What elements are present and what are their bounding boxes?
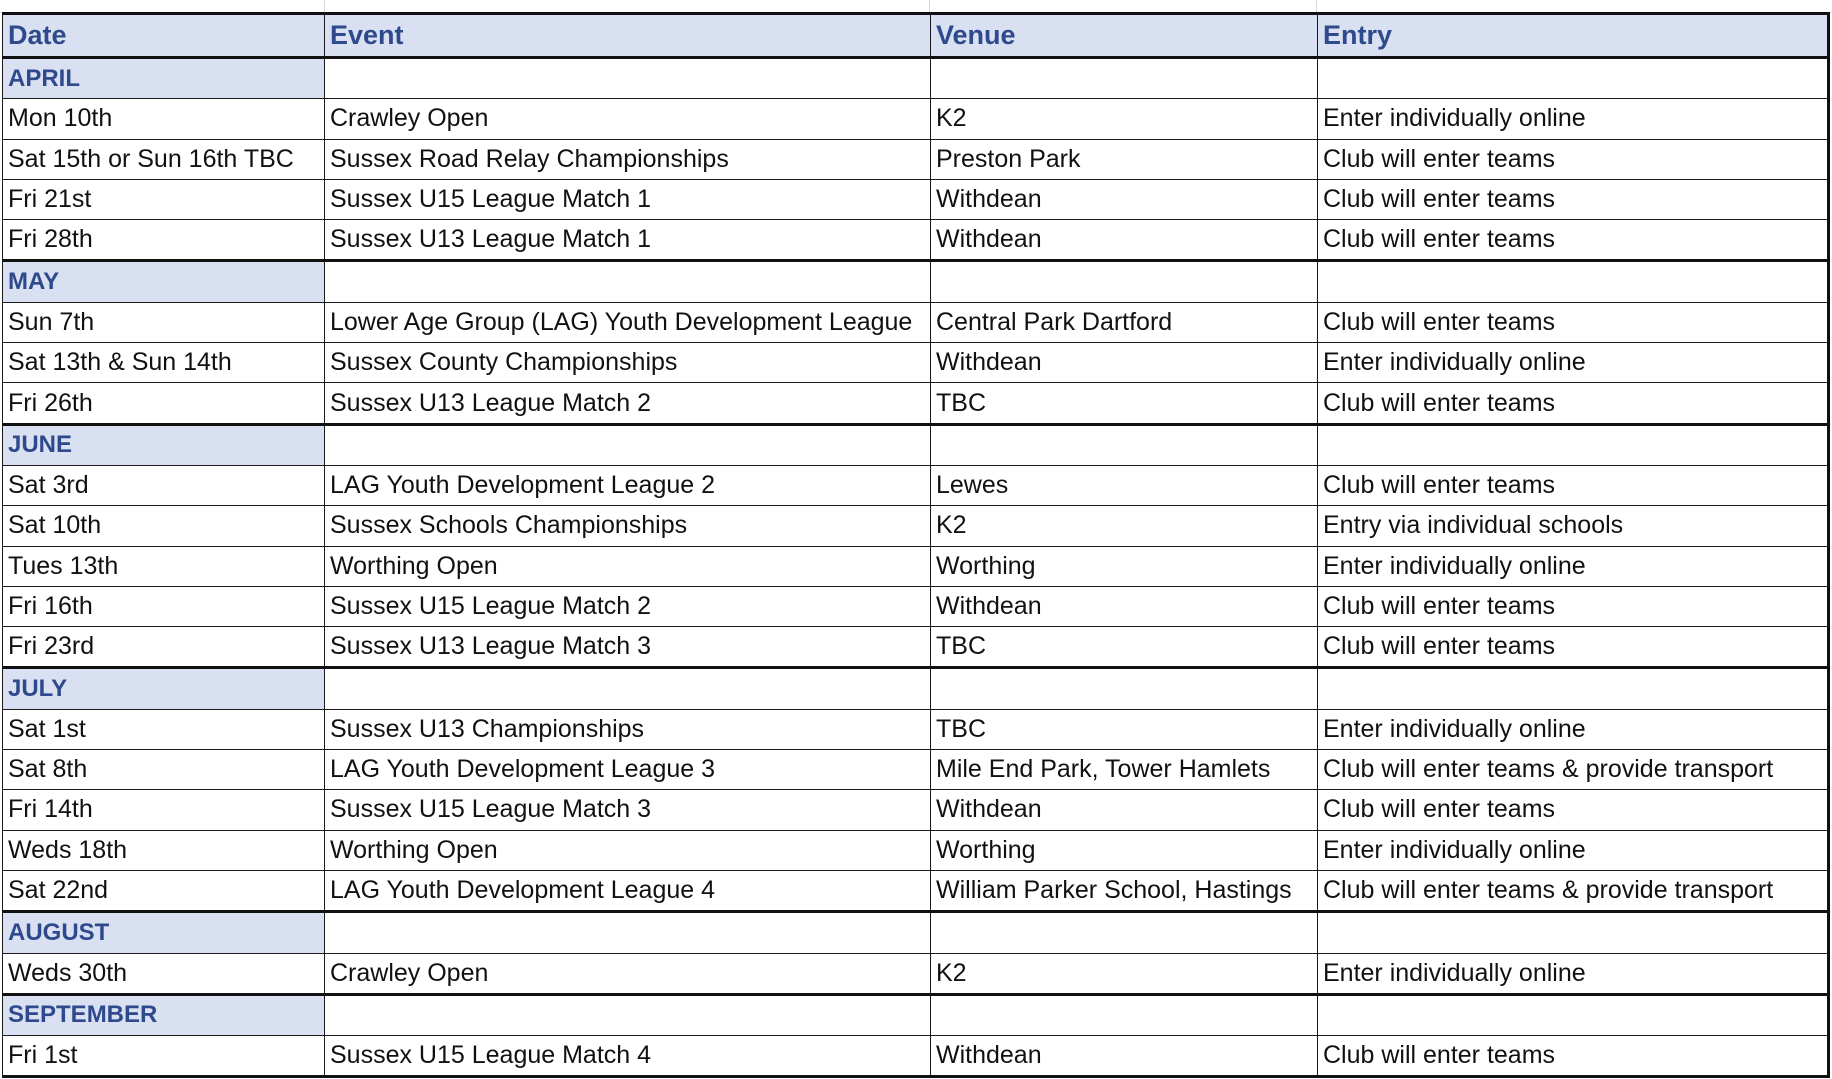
month-row bbox=[3, 994, 1829, 1035]
header-row bbox=[3, 14, 1829, 58]
entry-cell[interactable]: Club will enter teams bbox=[1318, 302, 1829, 342]
month-label-cell[interactable]: APRIL bbox=[3, 58, 325, 99]
venue-cell[interactable]: Worthing bbox=[931, 546, 1318, 586]
entry-cell[interactable]: Enter individually online bbox=[1318, 709, 1829, 749]
empty-cell[interactable] bbox=[931, 424, 1318, 465]
month-label-cell[interactable]: SEPTEMBER bbox=[3, 994, 325, 1035]
venue-cell[interactable]: Withdean bbox=[931, 343, 1318, 383]
venue-cell[interactable]: K2 bbox=[931, 99, 1318, 139]
date-cell[interactable]: Fri 21st bbox=[3, 179, 325, 219]
date-cell[interactable]: Sat 1st bbox=[3, 709, 325, 749]
date-cell[interactable]: Fri 16th bbox=[3, 586, 325, 626]
month-row bbox=[3, 261, 1829, 302]
event-row bbox=[3, 953, 1829, 994]
event-row bbox=[3, 627, 1829, 668]
event-row bbox=[3, 99, 1829, 139]
empty-cell[interactable] bbox=[931, 912, 1318, 953]
venue-cell[interactable]: TBC bbox=[931, 709, 1318, 749]
entry-cell[interactable]: Club will enter teams bbox=[1318, 179, 1829, 219]
empty-cell[interactable] bbox=[325, 668, 931, 709]
empty-cell[interactable] bbox=[931, 668, 1318, 709]
date-cell[interactable]: Sat 15th or Sun 16th TBC bbox=[3, 139, 325, 179]
event-row bbox=[3, 383, 1829, 424]
event-cell[interactable]: Worthing Open bbox=[325, 546, 931, 586]
entry-cell[interactable]: Club will enter teams & provide transport bbox=[1318, 870, 1829, 911]
event-cell[interactable]: LAG Youth Development League 3 bbox=[325, 750, 931, 790]
entry-cell[interactable]: Club will enter teams bbox=[1318, 465, 1829, 505]
event-cell[interactable]: LAG Youth Development League 2 bbox=[325, 465, 931, 505]
event-row bbox=[3, 586, 1829, 626]
date-cell[interactable]: Weds 30th bbox=[3, 953, 325, 994]
event-row bbox=[3, 790, 1829, 830]
venue-cell[interactable]: K2 bbox=[931, 953, 1318, 994]
date-cell[interactable]: Tues 13th bbox=[3, 546, 325, 586]
venue-cell[interactable]: K2 bbox=[931, 506, 1318, 546]
venue-cell[interactable]: Withdean bbox=[931, 790, 1318, 830]
event-cell[interactable]: Sussex U15 League Match 1 bbox=[325, 179, 931, 219]
event-row bbox=[3, 830, 1829, 870]
month-row bbox=[3, 912, 1829, 953]
date-cell[interactable]: Fri 14th bbox=[3, 790, 325, 830]
venue-cell[interactable]: Withdean bbox=[931, 220, 1318, 261]
entry-cell[interactable]: Enter individually online bbox=[1318, 343, 1829, 383]
date-cell[interactable]: Sat 3rd bbox=[3, 465, 325, 505]
venue-cell[interactable]: Mile End Park, Tower Hamlets bbox=[931, 750, 1318, 790]
venue-cell[interactable]: Withdean bbox=[931, 1036, 1318, 1077]
entry-cell[interactable]: Club will enter teams bbox=[1318, 139, 1829, 179]
event-cell[interactable]: Sussex U13 League Match 1 bbox=[325, 220, 931, 261]
date-cell[interactable]: Fri 26th bbox=[3, 383, 325, 424]
event-row bbox=[3, 506, 1829, 546]
venue-cell[interactable]: Central Park Dartford bbox=[931, 302, 1318, 342]
event-cell[interactable]: Worthing Open bbox=[325, 830, 931, 870]
entry-cell[interactable]: Club will enter teams bbox=[1318, 586, 1829, 626]
empty-cell[interactable] bbox=[1318, 261, 1829, 302]
month-label-cell[interactable]: JUNE bbox=[3, 424, 325, 465]
venue-cell[interactable]: Worthing bbox=[931, 830, 1318, 870]
empty-cell[interactable] bbox=[325, 261, 931, 302]
empty-cell[interactable] bbox=[1318, 668, 1829, 709]
month-label-cell[interactable]: AUGUST bbox=[3, 912, 325, 953]
entry-cell[interactable]: Enter individually online bbox=[1318, 546, 1829, 586]
date-cell[interactable]: Mon 10th bbox=[3, 99, 325, 139]
date-cell[interactable]: Fri 28th bbox=[3, 220, 325, 261]
event-cell[interactable]: Sussex U13 Championships bbox=[325, 709, 931, 749]
event-row bbox=[3, 465, 1829, 505]
event-row bbox=[3, 709, 1829, 749]
event-row bbox=[3, 343, 1829, 383]
date-cell[interactable]: Fri 23rd bbox=[3, 627, 325, 668]
entry-cell[interactable]: Club will enter teams bbox=[1318, 220, 1829, 261]
entry-cell[interactable]: Club will enter teams bbox=[1318, 383, 1829, 424]
event-cell[interactable]: Lower Age Group (LAG) Youth Development League bbox=[325, 302, 931, 342]
date-cell[interactable]: Sat 8th bbox=[3, 750, 325, 790]
empty-cell[interactable] bbox=[1318, 58, 1829, 99]
entry-cell[interactable]: Club will enter teams & provide transport bbox=[1318, 750, 1829, 790]
header-entry-cell[interactable]: Entry bbox=[1318, 14, 1829, 58]
month-row bbox=[3, 424, 1829, 465]
header-venue-cell[interactable]: Venue bbox=[931, 14, 1318, 58]
event-row bbox=[3, 302, 1829, 342]
event-cell[interactable]: Sussex U15 League Match 3 bbox=[325, 790, 931, 830]
venue-cell[interactable]: Preston Park bbox=[931, 139, 1318, 179]
event-cell[interactable]: Sussex Schools Championships bbox=[325, 506, 931, 546]
header-date-cell[interactable]: Date bbox=[3, 14, 325, 58]
event-cell[interactable]: Sussex U13 League Match 3 bbox=[325, 627, 931, 668]
empty-cell[interactable] bbox=[325, 424, 931, 465]
event-row bbox=[3, 179, 1829, 219]
date-cell[interactable]: Fri 1st bbox=[3, 1036, 325, 1077]
event-cell[interactable]: Sussex U13 League Match 2 bbox=[325, 383, 931, 424]
event-row bbox=[3, 546, 1829, 586]
entry-cell[interactable]: Enter individually online bbox=[1318, 830, 1829, 870]
empty-cell[interactable] bbox=[931, 994, 1318, 1035]
schedule-body bbox=[3, 58, 1829, 1077]
venue-cell[interactable]: Withdean bbox=[931, 179, 1318, 219]
month-row bbox=[3, 58, 1829, 99]
event-cell[interactable]: LAG Youth Development League 4 bbox=[325, 870, 931, 911]
month-label-cell[interactable]: JULY bbox=[3, 668, 325, 709]
entry-cell[interactable]: Enter individually online bbox=[1318, 953, 1829, 994]
entry-cell[interactable]: Entry via individual schools bbox=[1318, 506, 1829, 546]
entry-cell[interactable]: Club will enter teams bbox=[1318, 1036, 1829, 1077]
empty-cell[interactable] bbox=[1318, 994, 1829, 1035]
venue-cell[interactable]: Withdean bbox=[931, 586, 1318, 626]
event-row bbox=[3, 750, 1829, 790]
event-cell[interactable]: Crawley Open bbox=[325, 99, 931, 139]
venue-cell[interactable]: TBC bbox=[931, 627, 1318, 668]
venue-cell[interactable]: Lewes bbox=[931, 465, 1318, 505]
empty-cell[interactable] bbox=[325, 912, 931, 953]
month-row bbox=[3, 668, 1829, 709]
event-cell[interactable]: Sussex County Championships bbox=[325, 343, 931, 383]
date-cell[interactable]: Sat 10th bbox=[3, 506, 325, 546]
entry-cell[interactable]: Club will enter teams bbox=[1318, 627, 1829, 668]
empty-cell[interactable] bbox=[931, 261, 1318, 302]
event-cell[interactable]: Sussex Road Relay Championships bbox=[325, 139, 931, 179]
date-cell[interactable]: Sat 22nd bbox=[3, 870, 325, 911]
empty-cell[interactable] bbox=[325, 994, 931, 1035]
entry-cell[interactable]: Enter individually online bbox=[1318, 99, 1829, 139]
date-cell[interactable]: Sat 13th & Sun 14th bbox=[3, 343, 325, 383]
event-row bbox=[3, 139, 1829, 179]
grid-divider bbox=[324, 0, 325, 12]
event-schedule-table bbox=[2, 12, 1830, 1078]
grid-divider bbox=[1316, 0, 1317, 12]
venue-cell[interactable]: William Parker School, Hastings bbox=[931, 870, 1318, 911]
month-label-cell[interactable]: MAY bbox=[3, 261, 325, 302]
entry-cell[interactable]: Club will enter teams bbox=[1318, 790, 1829, 830]
venue-cell[interactable]: TBC bbox=[931, 383, 1318, 424]
event-cell[interactable]: Sussex U15 League Match 2 bbox=[325, 586, 931, 626]
date-cell[interactable]: Sun 7th bbox=[3, 302, 325, 342]
empty-cell[interactable] bbox=[1318, 424, 1829, 465]
event-cell[interactable]: Crawley Open bbox=[325, 953, 931, 994]
event-row bbox=[3, 220, 1829, 261]
event-cell[interactable]: Sussex U15 League Match 4 bbox=[325, 1036, 931, 1077]
header-event-cell[interactable]: Event bbox=[325, 14, 931, 58]
date-cell[interactable]: Weds 18th bbox=[3, 830, 325, 870]
empty-cell[interactable] bbox=[931, 58, 1318, 99]
empty-cell[interactable] bbox=[325, 58, 931, 99]
empty-cell[interactable] bbox=[1318, 912, 1829, 953]
event-row bbox=[3, 870, 1829, 911]
event-row bbox=[3, 1036, 1829, 1077]
grid-divider bbox=[929, 0, 930, 12]
